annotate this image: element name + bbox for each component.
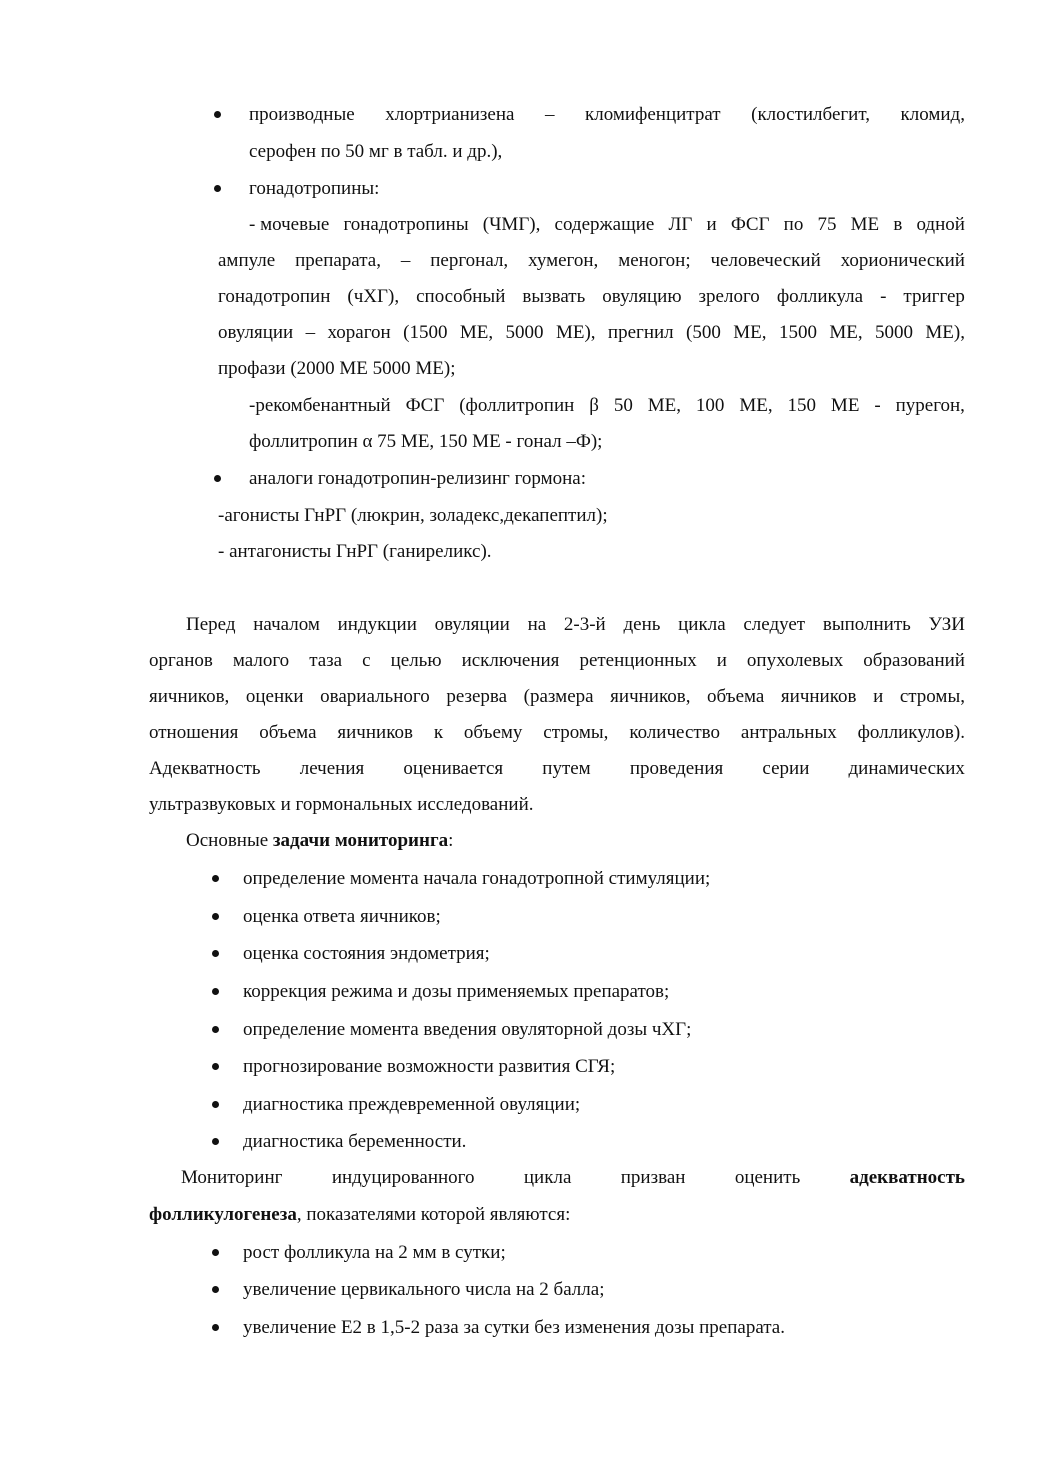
- justified-word: гонадотропины: [343, 214, 469, 235]
- monitoring-line-2: [149, 1203, 570, 1227]
- justified-word: хорагон: [327, 322, 391, 343]
- justified-word: человеческий: [710, 250, 821, 271]
- monitoring-word: Мониторинг: [181, 1167, 283, 1188]
- task-item: диагностика беременности.: [243, 1131, 467, 1152]
- justified-word: ФСГ: [405, 395, 445, 416]
- justified-word: хорионический: [840, 250, 965, 271]
- justified-word: 150: [787, 395, 816, 416]
- monitoring-line-2-rest: , показателями которой являются:: [296, 1204, 571, 1225]
- justified-word: 75: [817, 214, 837, 235]
- justified-word: (фоллитропин: [459, 395, 575, 416]
- urinary-line-5: профази (2000 МЕ 5000 МЕ);: [218, 358, 456, 379]
- justified-word: яичников: [337, 722, 413, 743]
- paragraph-line-2: [149, 649, 965, 673]
- bullet-icon: [212, 1063, 219, 1070]
- justified-word: кломид,: [900, 104, 965, 125]
- bullet-icon: [212, 1286, 219, 1293]
- justified-word: (чХГ),: [347, 286, 400, 307]
- justified-word: 50: [613, 395, 633, 416]
- justified-word: ФСГ: [730, 214, 770, 235]
- justified-word: динамических: [848, 758, 965, 779]
- justified-word: препарата,: [295, 250, 381, 271]
- justified-word: МЕ: [850, 214, 880, 235]
- justified-word: 100: [695, 395, 725, 416]
- justified-word: (1500: [403, 322, 448, 343]
- task-item: оценка состояния эндометрия;: [243, 943, 490, 964]
- bullet-icon: [214, 111, 221, 118]
- recombinant-line-2: фоллитропин α 75 МЕ, 150 МЕ - гонал –Ф);: [249, 431, 603, 452]
- justified-word: -рекомбенантный: [249, 395, 391, 416]
- bullet-icon: [214, 475, 221, 482]
- bullet-icon: [212, 1026, 219, 1033]
- justified-word: объему: [463, 722, 523, 743]
- indicator-item: увеличение Е2 в 1,5-2 раза за сутки без изменения дозы препарата.: [243, 1317, 785, 1338]
- indicator-item: увеличение цервикального числа на 2 балла;: [243, 1279, 605, 1300]
- justified-word: способный: [416, 286, 506, 307]
- justified-word: объема: [707, 686, 765, 707]
- justified-word: овариального: [320, 686, 430, 707]
- list-item-gnrh-analogs: аналоги гонадотропин-релизинг гормона:: [249, 468, 586, 489]
- justified-word: 5000: [875, 322, 913, 343]
- paragraph-line-1: [186, 613, 965, 637]
- monitoring-line-1: [181, 1166, 965, 1190]
- justified-word: вызвать: [522, 286, 586, 307]
- justified-word: по: [783, 214, 804, 235]
- justified-word: хлортрианизена: [385, 104, 515, 125]
- justified-word: меногон;: [618, 250, 691, 271]
- urinary-line-2: [218, 249, 965, 273]
- tasks-intro-suffix: :: [448, 830, 454, 851]
- task-item: оценка ответа яичников;: [243, 906, 441, 927]
- justified-word: МЕ: [830, 395, 860, 416]
- urinary-line-3: [218, 285, 965, 309]
- justified-word: пурегон,: [895, 395, 965, 416]
- justified-word: (клостилбегит,: [751, 104, 870, 125]
- justified-word: образований: [863, 650, 965, 671]
- tasks-intro-bold: задачи мониторинга: [272, 830, 449, 851]
- justified-word: и: [716, 650, 727, 671]
- indicator-item: рост фолликула на 2 мм в сутки;: [243, 1242, 506, 1263]
- justified-word: (размера: [523, 686, 594, 707]
- task-item: прогнозирование возможности развития СГЯ;: [243, 1056, 616, 1077]
- justified-word: -: [880, 286, 887, 307]
- justified-word: проведения: [629, 758, 724, 779]
- monitoring-word: цикла: [523, 1167, 572, 1188]
- justified-word: лечения: [299, 758, 365, 779]
- justified-word: яичников,: [149, 686, 230, 707]
- justified-word: Перед: [186, 614, 236, 635]
- justified-word: оценки: [245, 686, 304, 707]
- justified-word: к: [433, 722, 444, 743]
- justified-word: и: [706, 214, 717, 235]
- justified-word: МЕ,: [739, 395, 773, 416]
- justified-word: путем: [542, 758, 591, 779]
- justified-word: ЛГ: [668, 214, 693, 235]
- paragraph-line-5: [149, 757, 965, 781]
- monitoring-word: оценить: [734, 1167, 801, 1188]
- bullet-icon: [212, 875, 219, 882]
- justified-word: фолликула: [776, 286, 864, 307]
- justified-word: с: [362, 650, 371, 671]
- justified-word: ретенционных: [579, 650, 697, 671]
- bullet-icon: [212, 913, 219, 920]
- justified-word: количество: [629, 722, 721, 743]
- justified-word: (ЧМГ),: [482, 214, 541, 235]
- justified-word: зрелого: [698, 286, 760, 307]
- justified-word: овуляции: [218, 322, 294, 343]
- justified-word: цикла: [678, 614, 726, 635]
- tasks-intro: [186, 829, 453, 853]
- justified-word: одной: [916, 214, 965, 235]
- justified-word: кломифенцитрат: [585, 104, 721, 125]
- justified-word: МЕ,: [459, 322, 494, 343]
- task-item: определение момента начала гонадотропной стимуляции;: [243, 868, 711, 889]
- justified-word: гонадотропин: [218, 286, 331, 307]
- task-item: определение момента введения овуляторной дозы чХГ;: [243, 1019, 692, 1040]
- justified-word: триггер: [903, 286, 965, 307]
- justified-word: началом: [253, 614, 320, 635]
- paragraph-line-4: [149, 721, 965, 745]
- justified-word: содержащие: [554, 214, 655, 235]
- justified-word: яичников,: [610, 686, 691, 707]
- justified-word: –: [544, 104, 555, 125]
- justified-word: оценивается: [403, 758, 504, 779]
- justified-word: 1500: [778, 322, 817, 343]
- justified-word: стромы,: [899, 686, 965, 707]
- urinary-line-1: [249, 213, 965, 237]
- monitoring-line-2-bold: фолликулогенеза: [149, 1204, 297, 1225]
- justified-word: органов: [149, 650, 213, 671]
- bullet-icon: [214, 185, 221, 192]
- bullet-icon: [212, 1138, 219, 1145]
- urinary-line-4: [218, 321, 965, 345]
- justified-word: ампуле: [218, 250, 276, 271]
- justified-word: фолликулов).: [857, 722, 965, 743]
- paragraph-line-6: ультразвуковых и гормональных исследований.: [149, 794, 534, 815]
- justified-word: -: [874, 395, 881, 416]
- bullet-icon: [212, 1101, 219, 1108]
- justified-word: (500: [686, 322, 721, 343]
- justified-word: выполнить: [822, 614, 911, 635]
- antagonists-line: - антагонисты ГнРГ (ганиреликс).: [218, 541, 492, 562]
- bullet-icon: [212, 988, 219, 995]
- justified-word: МЕ,: [733, 322, 767, 343]
- justified-word: производные: [249, 104, 355, 125]
- justified-word: исключения: [461, 650, 560, 671]
- justified-word: УЗИ: [928, 614, 965, 635]
- justified-word: МЕ,: [829, 322, 863, 343]
- justified-word: овуляции: [434, 614, 510, 635]
- justified-word: овуляцию: [602, 286, 682, 307]
- justified-word: МЕ),: [925, 322, 965, 343]
- justified-word: малого: [232, 650, 290, 671]
- justified-word: целью: [390, 650, 442, 671]
- justified-word: на: [527, 614, 547, 635]
- justified-word: опухолевых: [746, 650, 844, 671]
- agonists-line: -агонисты ГнРГ (люкрин, золадекс,декапептил);: [218, 505, 608, 526]
- justified-word: резерва: [446, 686, 508, 707]
- bullet-icon: [212, 1249, 219, 1256]
- justified-word: МЕ),: [555, 322, 596, 343]
- justified-word: β: [589, 395, 599, 416]
- task-item: диагностика преждевременной овуляции;: [243, 1094, 581, 1115]
- justified-word: серии: [762, 758, 810, 779]
- list-item-gonadotropins: гонадотропины:: [249, 178, 380, 199]
- justified-word: 5000: [505, 322, 544, 343]
- justified-word: 2-3-й: [563, 614, 606, 635]
- justified-word: пергонал,: [430, 250, 509, 271]
- justified-word: день: [623, 614, 661, 635]
- justified-word: - мочевые: [249, 214, 330, 235]
- list-item-chlortrianisen-line-1: [249, 103, 965, 127]
- justified-word: и: [873, 686, 884, 707]
- monitoring-word: индуцированного: [331, 1167, 475, 1188]
- task-item: коррекция режима и дозы применяемых препаратов;: [243, 981, 670, 1002]
- justified-word: стромы,: [543, 722, 609, 743]
- list-item-chlortrianisen-line-2: серофен по 50 мг в табл. и др.),: [249, 141, 503, 162]
- justified-word: МЕ,: [647, 395, 681, 416]
- justified-word: в: [893, 214, 903, 235]
- justified-word: прегнил: [607, 322, 674, 343]
- justified-word: таза: [309, 650, 343, 671]
- justified-word: индукции: [337, 614, 417, 635]
- justified-word: –: [305, 322, 316, 343]
- justified-word: –: [400, 250, 411, 271]
- bullet-icon: [212, 1324, 219, 1331]
- tasks-intro-prefix: Основные: [186, 830, 273, 851]
- paragraph-line-3: [149, 685, 965, 709]
- justified-word: следует: [743, 614, 806, 635]
- justified-word: отношения: [149, 722, 239, 743]
- justified-word: яичников: [780, 686, 857, 707]
- bullet-icon: [212, 950, 219, 957]
- monitoring-word: призван: [620, 1167, 686, 1188]
- justified-word: объема: [259, 722, 317, 743]
- recombinant-line-1: [249, 394, 965, 418]
- justified-word: хумегон,: [528, 250, 599, 271]
- justified-word: антральных: [740, 722, 837, 743]
- justified-word: Адекватность: [149, 758, 261, 779]
- monitoring-bold-word: адекватность: [849, 1167, 965, 1188]
